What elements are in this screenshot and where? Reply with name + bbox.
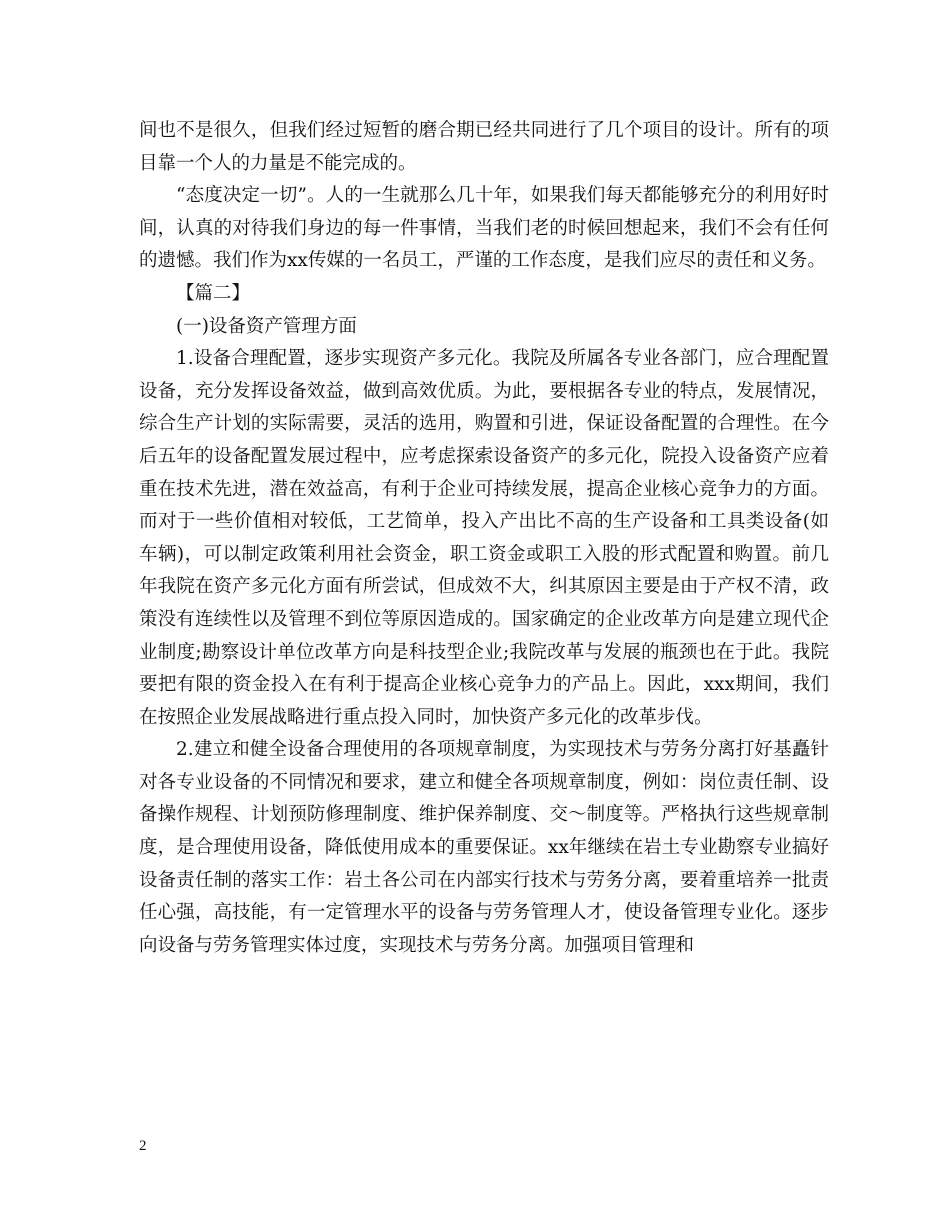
paragraph-item-1: 1.设备合理配置，逐步实现资产多元化。我院及所属各专业各部门，应合理配置设备，充分发挥设备效益，做到高效优质。为此，要根据各专业的特点，发展情况，综合生产计划的实际需要，灵活的选用，购置和引进，保证设备配置的合理性。在今后五年的设备配置发展过程中，应考虑探索设备资产的多元化，院投入设备资产应着重在技术先进，潜在效益高，有利于企业可持续发展，提高企业核心竞争力的方面。而对于一些价值相对较低，工艺简单，投入产出比不高的生产设备和工具类设备(如车辆)，可以制定政策利用社会资金，职工资金或职工入股的形式配置和购置。前几年我院在资产多元化方面有所尝试，但成效不大，纠其原因主要是由于产权不清，政策没有连续性以及管理不到位等原因造成的。国家确定的企业改革方向是建立现代企业制度;勘察设计单位改革方向是科技型企业;我院改革与发展的瓶颈也在于此。我院要把有限的资金投入在有利于提高企业核心竞争力的产品上。因此，xxx期间，我们在按照企业发展战略进行重点投入同时，加快资产多元化的改革步伐。: [139, 348, 829, 728]
paragraph-2: “态度决定一切”。人的一生就那么几十年，如果我们每天都能够充分的利用好时间，认真的对待我们身边的每一件事情，当我们老的时候回想起来，我们不会有任何的遗憾。我们作为xx传媒的一名员工，严谨的工作态度，是我们应尽的责任和义务。: [139, 185, 829, 272]
paragraph-1: 间也不是很久，但我们经过短暂的磨合期已经共同进行了几个项目的设计。所有的项目靠一个人的力量是不能完成的。: [139, 120, 829, 174]
document-body: [139, 115, 829, 962]
page-number: 2: [139, 1138, 147, 1154]
paragraph-item-2: 2.建立和健全设备合理使用的各项规章制度，为实现技术与劳务分离打好基矗针对各专业设备的不同情况和要求，建立和健全各项规章制度，例如：岗位责任制、设备操作规程、计划预防修理制度、维护保养制度、交～制度等。严格执行这些规章制度，是合理使用设备，降低使用成本的重要保证。xx年继续在岩土专业勘察专业搞好设备责任制的落实工作：岩土各公司在内部实行技术与劳务分离，要着重培养一批责任心强，高技能，有一定管理水平的设备与劳务管理人才，使设备管理专业化。逐步向设备与劳务管理实体过度，实现技术与劳务分离。加强项目管理和: [139, 739, 829, 956]
section-heading: 【篇二】: [176, 282, 251, 304]
subsection-heading: (一)设备资产管理方面: [176, 315, 357, 337]
